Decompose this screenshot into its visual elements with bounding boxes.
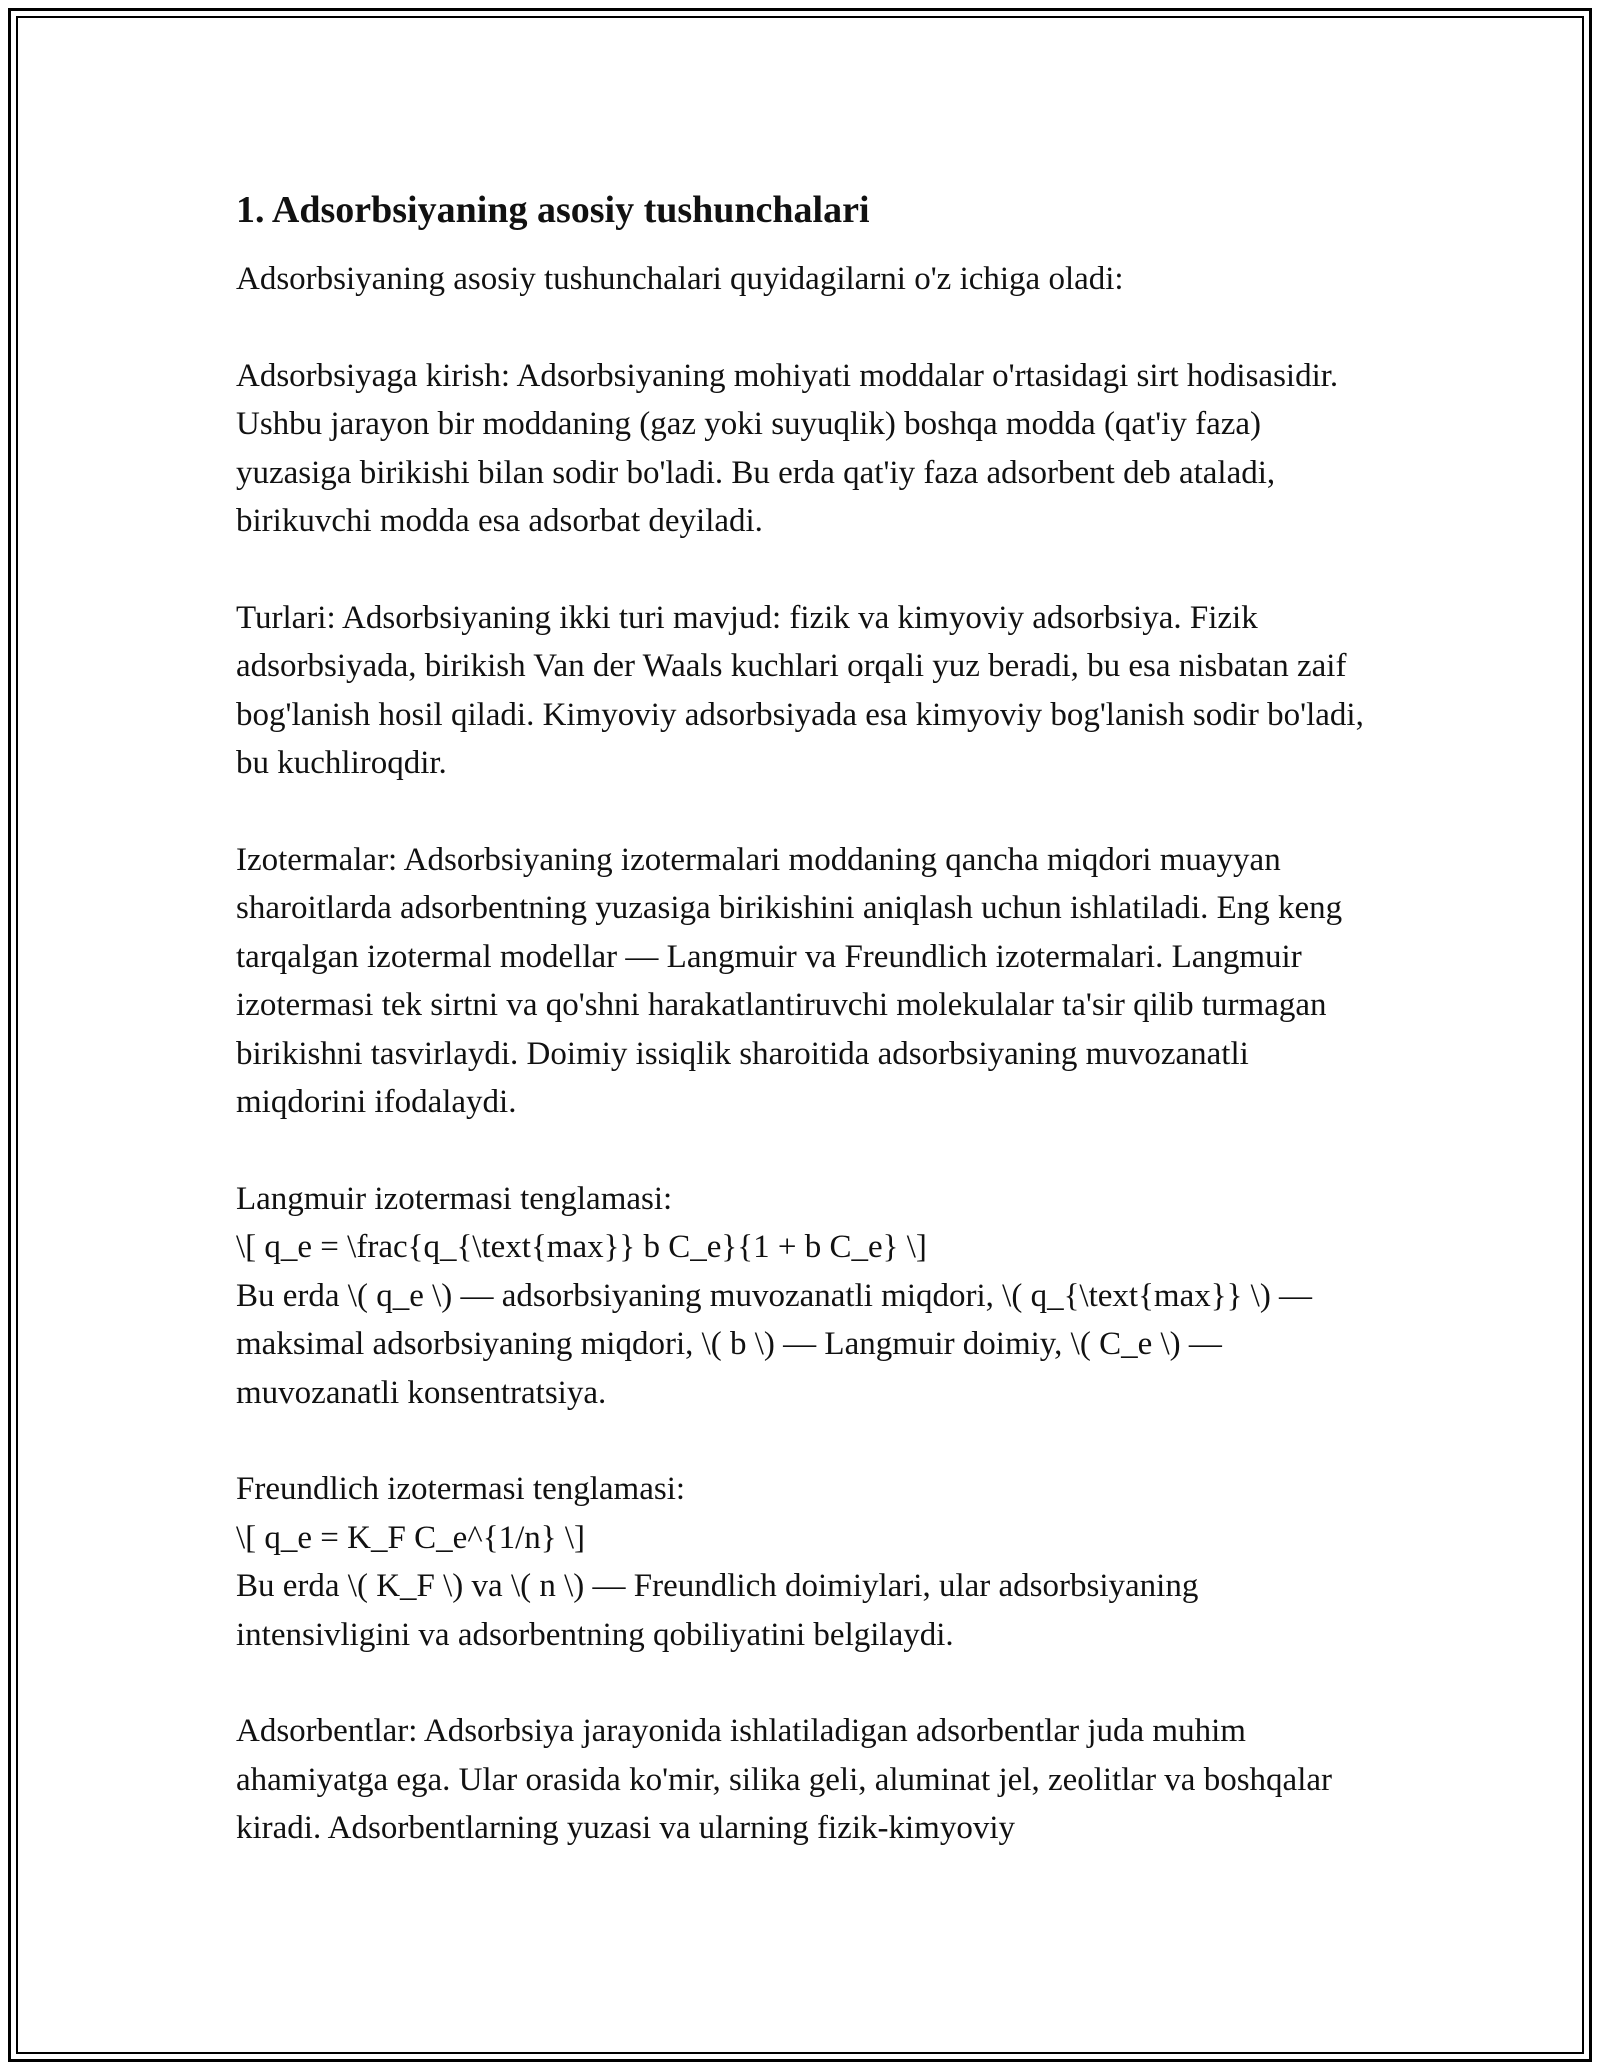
- langmuir-title: Langmuir izotermasi tenglamasi:: [236, 1180, 673, 1217]
- freundlich-formula: \[ q_e = K_F C_e^{1/n} \]: [236, 1519, 585, 1556]
- langmuir-formula: \[ q_e = \frac{q_{\text{max}} b C_e}{1 + b C_e} \]: [236, 1229, 927, 1265]
- langmuir-block: [236, 1175, 1376, 1418]
- paragraph-turlari: Turlari: Adsorbsiyaning ikki turi mavjud: fizik va kimyoviy adsorbsiya. Fizik adsorbsiyada, birikish Van der Waals kuchlari orqali yuz beradi, bu esa nisbatan zaif bog'lanish hosil qiladi. Kimyoviy adsorbsiyada esa kimyoviy bog'lanish sodir bo'ladi, bu kuchliroqdir.: [236, 599, 1364, 781]
- paragraph-adsorbentlar: Adsorbentlar: Adsorbsiya jarayonida ishlatiladigan adsorbentlar juda muhim ahamiyatga ega. Ular orasida ko'mir, silika geli, aluminat jel, zeolitlar va boshqalar kiradi. Adsorbentlarning yuzasi va ularning fizik-kimyoviy: [236, 1713, 1332, 1846]
- paragraph-izotermalar: Izotermalar: Adsorbsiyaning izotermalari moddaning qancha miqdori muayyan sharoitlarda adsorbentning yuzasiga birikishini aniqlash uchun ishlatiladi. Eng keng tarqalgan izotermal modellar — Langmuir va Freundlich izotermalari. Langmuir izotermasi tek sirtni va qo'shni harakatlantiruvchi molekulalar ta'sir qilib turmagan birikishni tasvirlaydi. Doimiy issiqlik sharoitida adsorbsiyaning muvozanatli miqdorini ifodalaydi.: [236, 841, 1343, 1120]
- document-body: [236, 185, 1376, 1853]
- freundlich-block: [236, 1465, 1376, 1659]
- freundlich-title: Freundlich izotermasi tenglamasi:: [236, 1471, 686, 1507]
- freundlich-description: Bu erda \( K_F \) va \( n \) — Freundlich doimiylari, ular adsorbsiyaning intensivligini va adsorbentning qobiliyatini belgilaydi.: [236, 1568, 1199, 1653]
- section-heading: 1. Adsorbsiyaning asosiy tushunchalari: [236, 189, 870, 231]
- paragraph-kirish: Adsorbsiyaga kirish: Adsorbsiyaning mohiyati moddalar o'rtasidagi sirt hodisasidir. Ushbu jarayon bir moddaning (gaz yoki suyuqlik) boshqa modda (qat'iy faza) yuzasiga birikishi bilan sodir bo'ladi. Bu erda qat'iy faza adsorbent deb ataladi, birikuvchi modda esa adsorbat deyiladi.: [236, 357, 1339, 539]
- intro-paragraph: Adsorbsiyaning asosiy tushunchalari quyidagilarni o'z ichiga oladi:: [236, 261, 1124, 297]
- langmuir-description: Bu erda \( q_e \) — adsorbsiyaning muvozanatli miqdori, \( q_{\text{max}} \) — maksimal adsorbsiyaning miqdori, \( b \) — Langmuir doimiy, \( C_e \) — muvozanatli konsentratsiya.: [236, 1277, 1313, 1411]
